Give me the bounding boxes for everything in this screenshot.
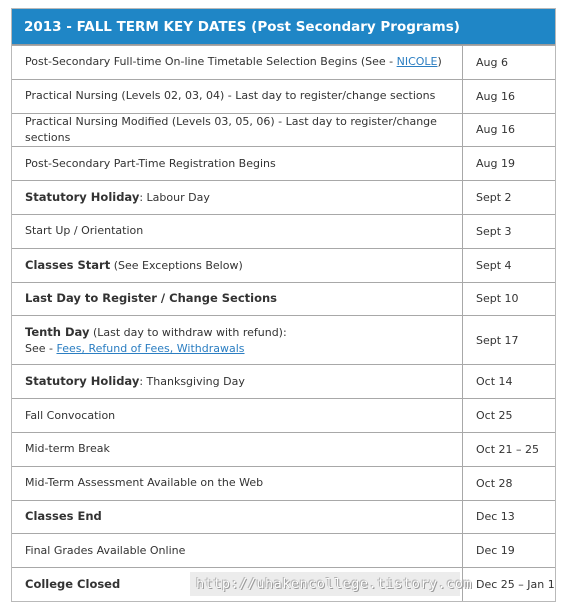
table-row bbox=[12, 315, 555, 364]
date-cell: Aug 16 bbox=[476, 123, 515, 137]
table-row bbox=[12, 146, 555, 180]
date-cell: Sept 3 bbox=[476, 224, 512, 238]
date-cell: Aug 6 bbox=[476, 55, 508, 69]
event-cell bbox=[12, 501, 463, 534]
event-text: Post-Secondary Part-Time Registration Begins bbox=[25, 156, 276, 170]
table-row bbox=[12, 113, 555, 147]
event-lead: Statutory Holiday bbox=[25, 374, 140, 389]
event-text: Start Up / Orientation bbox=[25, 224, 144, 238]
event-cell bbox=[12, 399, 463, 432]
table-row bbox=[12, 432, 555, 466]
event-lead: Statutory Holiday bbox=[25, 190, 140, 205]
event-text: Post-Secondary Full-time On-line Timetable Selection Begins (See - bbox=[25, 55, 397, 69]
event-cell bbox=[12, 433, 463, 466]
event-cell bbox=[12, 147, 463, 180]
table-row bbox=[12, 398, 555, 432]
event-lead: College Closed bbox=[25, 577, 121, 592]
event-text: Mid-Term Assessment Available on the Web bbox=[25, 476, 264, 490]
event-text: (Last day to withdraw with refund): bbox=[89, 325, 287, 339]
date-cell: Sept 4 bbox=[476, 258, 512, 272]
event-cell bbox=[12, 534, 463, 567]
table-row bbox=[12, 214, 555, 248]
key-dates-table bbox=[11, 8, 556, 602]
date-cell: Sept 17 bbox=[476, 333, 519, 347]
table-row bbox=[12, 282, 555, 316]
event-text: Final Grades Available Online bbox=[25, 543, 186, 557]
event-cell bbox=[12, 467, 463, 500]
date-cell: Oct 21 – 25 bbox=[476, 442, 540, 456]
event-text: : Thanksgiving Day bbox=[139, 375, 245, 389]
event-lead: Classes End bbox=[25, 509, 102, 524]
date-cell: Sept 10 bbox=[476, 292, 519, 306]
event-text: Practical Nursing Modified (Levels 03, 05, 06) - Last day to register/change sections bbox=[25, 114, 437, 144]
event-text: Fall Convocation bbox=[25, 408, 116, 422]
date-cell: Dec 13 bbox=[476, 510, 515, 524]
date-cell: Aug 19 bbox=[476, 157, 515, 171]
event-text-suffix: ) bbox=[437, 55, 442, 69]
event-cell bbox=[12, 249, 463, 282]
date-cell: Oct 25 bbox=[476, 409, 513, 423]
table-row bbox=[12, 180, 555, 214]
date-cell: Dec 25 – Jan 1 bbox=[476, 578, 555, 592]
event-cell bbox=[12, 316, 463, 364]
date-cell: Aug 16 bbox=[476, 89, 515, 103]
table-row bbox=[12, 533, 555, 567]
blog-url-watermark: http://uhakencollege.tistory.com bbox=[190, 572, 460, 596]
event-lead: Classes Start bbox=[25, 257, 111, 272]
event-text: (See Exceptions Below) bbox=[110, 258, 243, 272]
event-text: Practical Nursing (Levels 02, 03, 04) - Last day to register/change sections bbox=[25, 89, 436, 103]
date-cell: Oct 14 bbox=[476, 375, 513, 389]
event-cell bbox=[12, 215, 463, 248]
event-cell bbox=[12, 181, 463, 214]
event-text: : Labour Day bbox=[139, 191, 210, 205]
event-cell bbox=[12, 80, 463, 113]
event-cell bbox=[12, 283, 463, 316]
table-row bbox=[12, 364, 555, 398]
event-cell bbox=[12, 114, 463, 147]
table-row bbox=[12, 248, 555, 282]
date-cell: Sept 2 bbox=[476, 191, 512, 205]
date-cell: Oct 28 bbox=[476, 476, 513, 490]
fees-refund-link[interactable]: Fees, Refund of Fees, Withdrawals bbox=[56, 341, 245, 355]
table-row bbox=[12, 466, 555, 500]
event-cell bbox=[12, 46, 463, 79]
event-text: Mid-term Break bbox=[25, 442, 110, 456]
table-header bbox=[12, 9, 555, 45]
table-row bbox=[12, 45, 555, 79]
table-title: 2013 - FALL TERM KEY DATES (Post Secondary Programs) bbox=[24, 18, 460, 35]
event-cell bbox=[12, 365, 463, 398]
event-lead: Last Day to Register / Change Sections bbox=[25, 291, 278, 306]
nicole-link[interactable]: NICOLE bbox=[396, 55, 438, 69]
table-row bbox=[12, 79, 555, 113]
date-cell: Dec 19 bbox=[476, 544, 515, 558]
event-lead: Tenth Day bbox=[25, 324, 90, 339]
table-row bbox=[12, 500, 555, 534]
event-text-line2: See - bbox=[25, 341, 57, 355]
